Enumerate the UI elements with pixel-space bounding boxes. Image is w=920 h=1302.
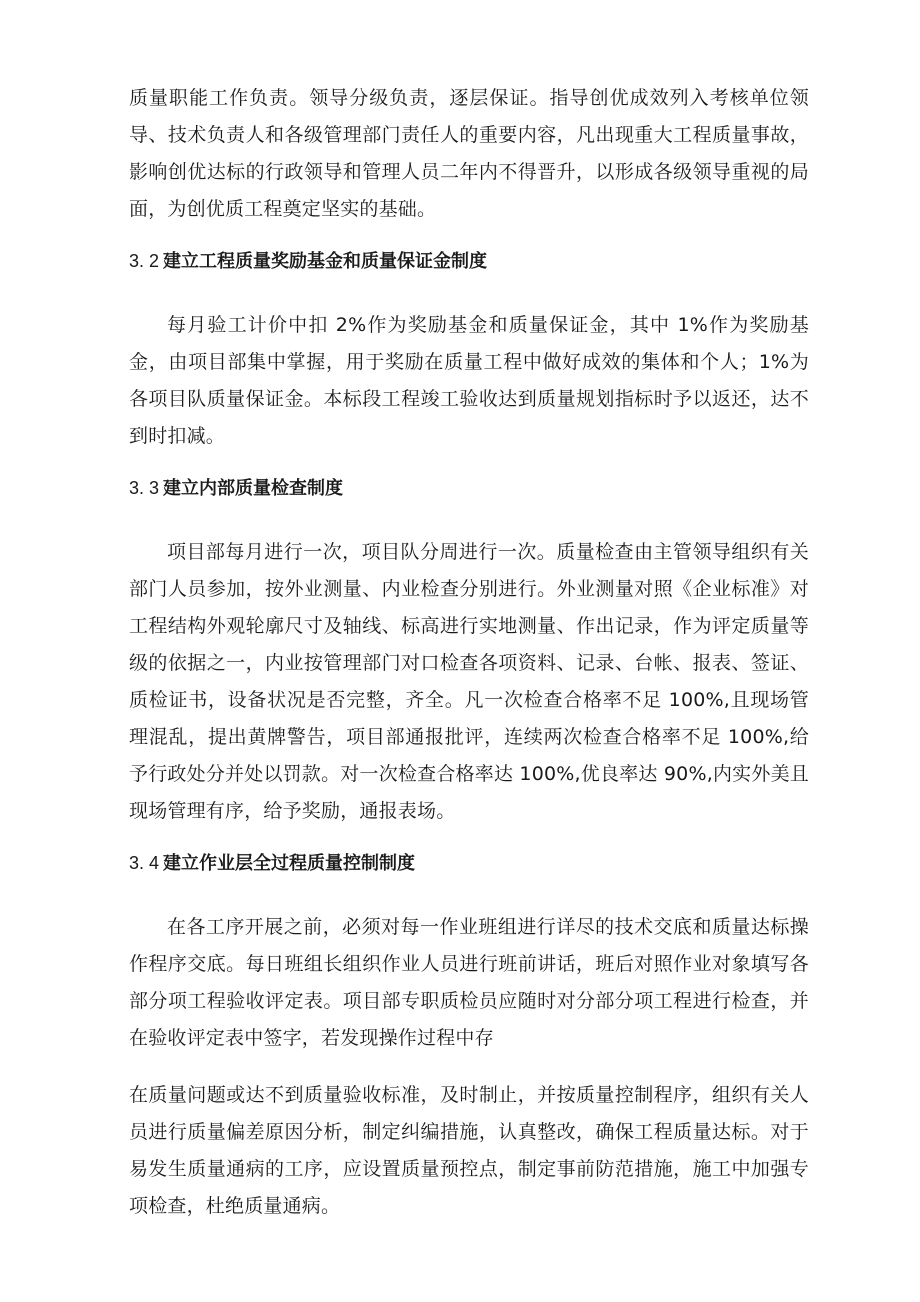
section-title: 建立内部质量检查制度	[163, 478, 344, 499]
section-number: 3. 4	[129, 853, 160, 873]
section-title: 建立作业层全过程质量控制制度	[163, 853, 416, 874]
document-page	[129, 80, 809, 1225]
intro-paragraph: 质量职能工作负责。领导分级负责，逐层保证。指导创优成效列入考核单位领导、技术负责人和各级管理部门责任人的重要内容，凡出现重大工程质量事故，影响创优达标的行政领导和管理人员二年内不得晋升，以形成各级领导重视的局面，为创优质工程奠定坚实的基础。	[129, 87, 809, 220]
section-body: 项目部每月进行一次，项目队分周进行一次。质量检查由主管领导组织有关部门人员参加，按外业测量、内业检查分别进行。外业测量对照《企业标准》对工程结构外观轮廓尺寸及轴线、标高进行实地测量、作出记录，作为评定质量等级的依据之一，内业按管理部门对口检查各项资料、记录、台帐、报表、签证、质检证书，设备状况是否完整，齐全。凡一次检查合格率不足 100%,且现场管理混乱，提出黄牌警告，项目部通报批评，连续两次检查合格率不足 100%,给予行政处分并处以罚款。对一次检查合格率达 100%,优良率达 90%,内实外美且现场管理有序，给予奖励，通报表场。	[129, 541, 809, 822]
section-3-2	[129, 246, 809, 473]
section-3-3	[129, 473, 809, 848]
section-heading	[129, 848, 809, 879]
section-number: 3. 2	[129, 251, 160, 271]
section-heading	[129, 246, 809, 277]
section-title: 建立工程质量奖励基金和质量保证金制度	[163, 251, 488, 272]
section-number: 3. 3	[129, 478, 160, 498]
section-body-continuation: 在质量问题或达不到质量验收标准，及时制止，并按质量控制程序，组织有关人员进行质量偏差原因分析，制定纠编措施，认真整改，确保工程质量达标。对于易发生质量通病的工序，应设置质量预控点，制定事前防范措施，施工中加强专项检查，杜绝质量通病。	[129, 1084, 809, 1217]
section-body: 在各工序开展之前，必须对每一作业班组进行详尽的技术交底和质量达标操作程序交底。每日班组长组织作业人员进行班前讲话，班后对照作业对象填写各部分项工程验收评定表。项目部专职质检员应随时对分部分项工程进行检查，并在验收评定表中签字，若发现操作过程中存	[129, 916, 809, 1049]
section-body: 每月验工计价中扣 2%作为奖励基金和质量保证金，其中 1%作为奖励基金，由项目部集中掌握，用于奖励在质量工程中做好成效的集体和个人；1%为各项目队质量保证金。本标段工程竣工验收达到质量规划指标时予以返还，达不到时扣减。	[129, 314, 809, 447]
section-3-4	[129, 848, 809, 1225]
section-heading	[129, 473, 809, 504]
